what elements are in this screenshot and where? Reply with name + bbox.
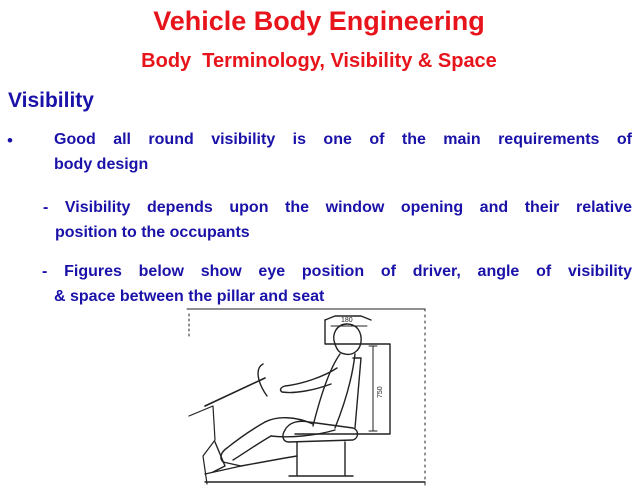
driver-head bbox=[334, 324, 361, 354]
driver-shin bbox=[227, 422, 271, 460]
floor-line bbox=[205, 456, 297, 474]
dash-item-2-line-2: & space between the pillar and seat bbox=[54, 288, 325, 305]
bullet-line-1: Good all round visibility is one of the main requirements of bbox=[54, 131, 632, 148]
bullet-icon: • bbox=[7, 131, 13, 150]
pillar-frame bbox=[295, 320, 390, 434]
dimension-180-label: 180 bbox=[341, 317, 353, 324]
seat-back bbox=[353, 358, 361, 428]
pedal bbox=[213, 442, 225, 472]
driver-visibility-figure bbox=[185, 306, 430, 491]
dash-item-1-line-2: position to the occupants bbox=[55, 224, 250, 241]
dash-item-1-line-1: - Visibility depends upon the window opening and their relative bbox=[43, 199, 632, 216]
driver-arm bbox=[281, 368, 337, 393]
bullet-paragraph bbox=[54, 127, 632, 177]
dash-item-window-opening bbox=[43, 195, 632, 245]
seat-cushion bbox=[283, 421, 358, 442]
dimension-750-label: 750 bbox=[377, 386, 384, 398]
slide-subtitle: Body Terminology, Visibility & Space bbox=[141, 50, 497, 72]
dash-item-2-line-1: - Figures below show eye position of driver, angle of visibility bbox=[42, 263, 632, 280]
seat-base bbox=[289, 442, 353, 476]
steering-column bbox=[205, 378, 265, 406]
slide-title: Vehicle Body Engineering bbox=[153, 6, 485, 36]
bullet-line-2: body design bbox=[54, 156, 149, 173]
dash-item-figures bbox=[42, 259, 632, 309]
section-heading: Visibility bbox=[8, 89, 94, 112]
driver-torso bbox=[313, 354, 355, 428]
